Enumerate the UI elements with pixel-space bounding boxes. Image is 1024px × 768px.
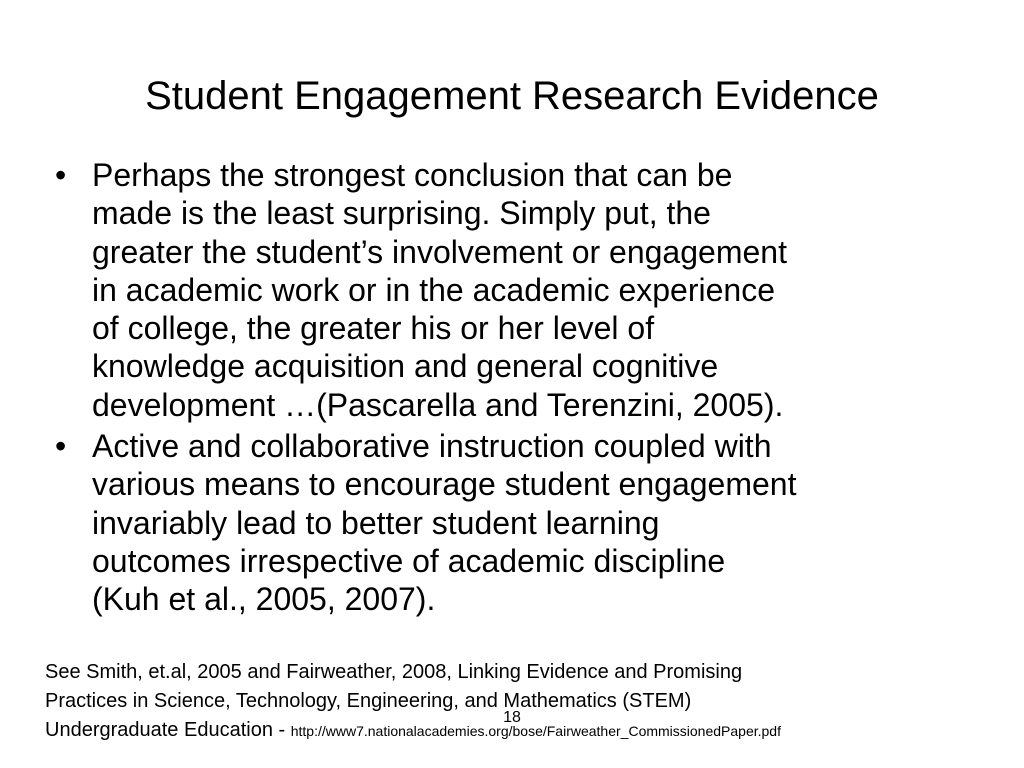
bullet-text-line: Active and collaborative instruction coupled with: [92, 428, 772, 465]
bullet-text-line: various means to encourage student engagement: [92, 466, 797, 503]
bullet-text-line: (Kuh et al., 2005, 2007).: [92, 581, 436, 618]
slide-title: Student Engagement Research Evidence: [145, 74, 879, 118]
bullet-text-line: made is the least surprising. Simply put, the: [92, 195, 711, 232]
footnote-line: See Smith, et.al, 2005 and Fairweather, 2008, Linking Evidence and Promising: [45, 661, 743, 683]
footnote-url: http://www7.nationalacademies.org/bose/Fairweather_CommissionedPaper.pdf: [290, 723, 781, 739]
footnote-text: Undergraduate Education -: [45, 719, 291, 741]
bullet-marker: •: [55, 428, 67, 465]
bullet-text-line: Perhaps the strongest conclusion that can be: [92, 157, 733, 193]
footnote-line: Practices in Science, Technology, Engineering, and Mathematics (STEM): [45, 690, 692, 712]
footnote: [45, 658, 1005, 746]
bullet-text-line: knowledge acquisition and general cognitive: [92, 348, 719, 385]
bullet-list: [55, 156, 995, 622]
bullet-text-line: outcomes irrespective of academic discipline: [92, 542, 726, 579]
bullet-text-line: greater the student’s involvement or engagement: [92, 233, 787, 270]
bullet-text-line: of college, the greater his or her level of: [92, 310, 655, 347]
bullet-text-line: development …(Pascarella and Terenzini, 2005).: [92, 386, 784, 423]
bullet-marker: •: [55, 157, 67, 193]
bullet-text-line: invariably lead to better student learning: [92, 504, 660, 541]
bullet-item: [55, 156, 995, 424]
bullet-item: [55, 427, 995, 618]
bullet-text-line: in academic work or in the academic experience: [92, 271, 775, 308]
page-number: 18: [503, 709, 521, 726]
